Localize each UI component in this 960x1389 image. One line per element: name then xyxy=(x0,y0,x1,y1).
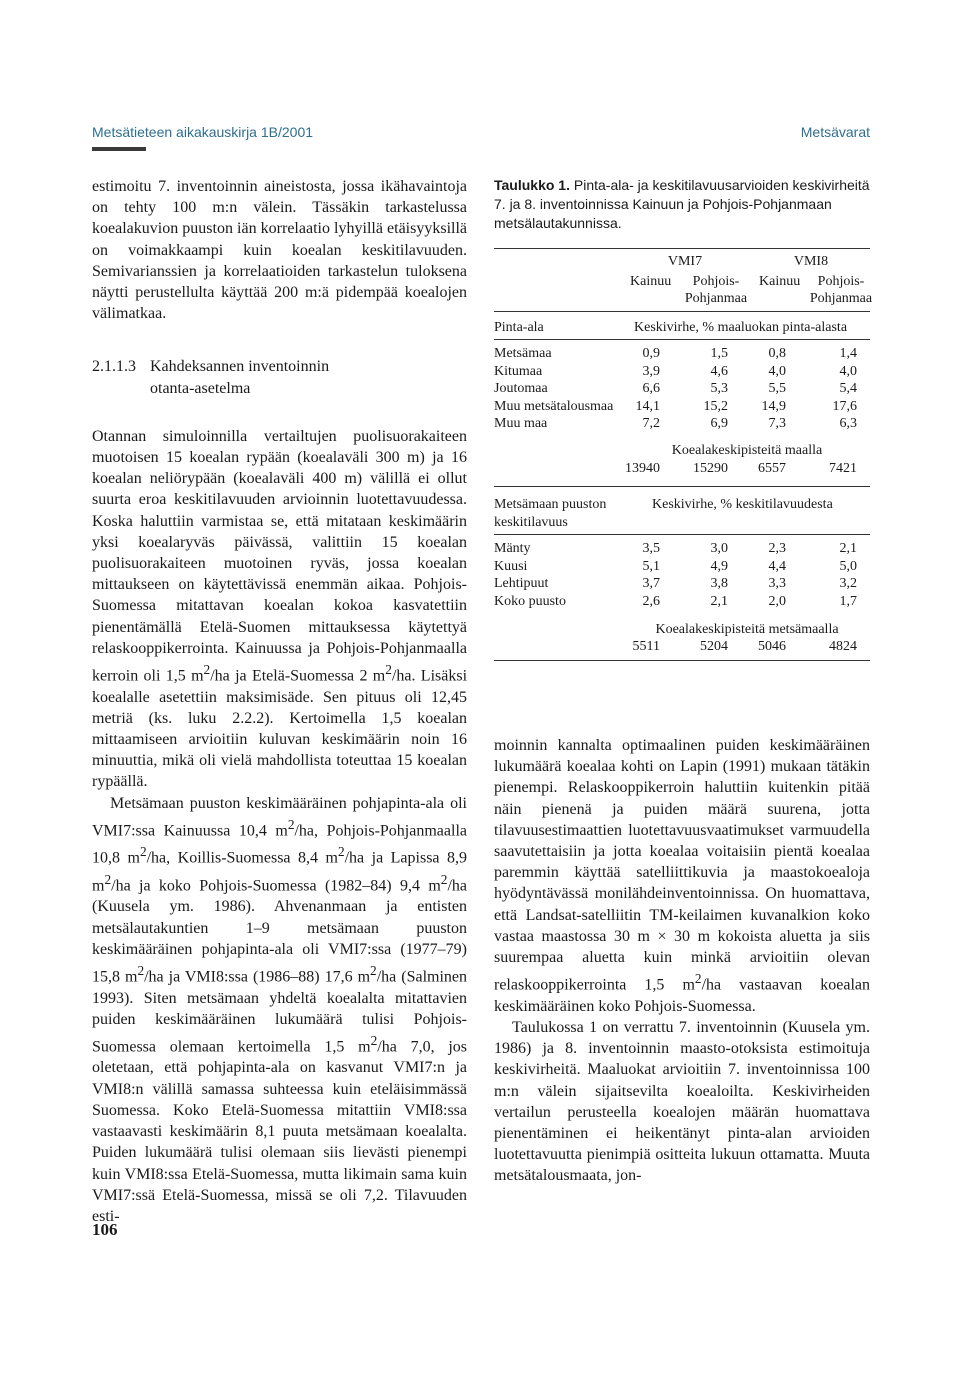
paragraph: Taulukossa 1 on verrattu 7. inventoinnin (Kuusela ym. 1986) ja 8. inventoinnin maasto-otoksista estimoituja keskivirheitä. Maaluokat arvioitiin 7. inventoinnissa 100 m:n välein sijaitsevilta koealoilta. Keskivirheiden vertailun perusteella koealojen määrän huomattava pienentäminen ei heikentänyt pinta-alan arvioiden luotettavuutta pienimpiä ositteita lukuun ottamatta. Muuta metsätalousmaata, jon- xyxy=(494,1018,870,1185)
subheader-volume: Keskivirhe, % keskitilavuudesta xyxy=(652,497,833,512)
row-label: Lehtipuut xyxy=(494,576,549,592)
table-cell: 5204 xyxy=(700,639,728,654)
row-header-volume-line2: keskitilavuus xyxy=(494,515,568,530)
left-text-column xyxy=(92,176,467,1227)
paragraph: Otannan simuloinnilla vertailtujen puolisuorakaiteen muotoisen 15 koealan rypään (koealaväli 300 m) ja 16 koealan neliörypään (koealaväli 400 m) välillä ei ollut suurta eroa keskitilavuuden arvioinnin luotettavuudessa. Koska haluttiin varmistaa se, että mitataan keskimäärin yksi koealaryväs päivässä, valittiin 15 koealan puolisuorakaiteen muotoinen ryväs, jossa koealan mittaukseen on käytettävissä enemmän aikaa. Pohjois-Suomessa mitattavan koealan kokoa kasvatettiin pienentämällä Etelä-Suomen mittauksessa käytettyä relaskooppikerrointa. Kainuussa ja Pohjois-Pohjanmaalla kerroin oli 1,5 $m^2/ha$ ja Etelä-Suomessa 2 $m^2/ha$. Lisäksi koealalle asetettiin maksimisäde. Sen pituus oli 12,45 metriä (ks. luku 2.2.2). Kertoimella 1,5 koealan mittaamiseen arvioitiin kuluvan keskimäärin noin 16 minuuttia, mikä oli vielä mahdollista toteuttaa 15 koealan rypäällä. xyxy=(92,427,468,791)
running-header-journal: Metsätieteen aikakauskirja 1B/2001 xyxy=(92,124,314,140)
table-cell: 3,9 xyxy=(642,363,660,379)
table-cell: 2,1 xyxy=(710,594,728,610)
row-label: Joutomaa xyxy=(494,381,548,396)
subheader-area: Keskivirhe, % maaluokan pinta-alasta xyxy=(634,320,848,335)
table-cell: 1,5 xyxy=(710,346,728,361)
col-header-pohjanmaa: Pohjanmaa xyxy=(809,291,873,306)
paragraph: Metsämaan puuston keskimääräinen pohjapinta-ala oli VMI7:ssa Kainuussa 10,4 $m^2/ha$, Pohjois-Pohjanmaalla 10,8 $m^2/ha$, Koillis-Suomessa 8,4 $m^2/ha$ ja Lapissa 8,9 $m^2/ha$ ja koko Pohjois-Suomessa (1982–84) 9,4 $m^2/ha$ (Kuusela ym. 1986). Ahvenanmaan ja entisten metsälautakuntien 1–9 metsämaan puuston keskimääräinen pohjapinta-ala oli VMI7:ssa (1977–79) 15,8 $m^2/ha$ ja VMI8:ssa (1986–88) 17,6 $m^2/ha$ (Salminen 1993). Siten metsämaan yhdeltä koealalta mitattavien puiden keskimääräinen lukumäärä tulisi Pohjois-Suomessa olemaan kertoimella 1,5 $m^2/ha$ 7,0, jos oletetaan, että pohjapinta-ala on kasvanut VMI7:n ja VMI8:n välillä samassa suhteessa kuin eteläisimmässä Suomessa. Koko Etelä-Suomessa mitattiin VMI8:ssa vastaavasti keskimäärin 8,1 puuta metsämaan koealalta. Puiden lukumäärä tulisi olemaan siis lievästi pienempi kuin VMI8:ssa Etelä-Suomessa, mutta likimain sama kuin VMI7:ssä Etelä-Suomessa, missä se oli 7,2. Tilavuuden esti- xyxy=(92,794,468,1225)
paragraph: moinnin kannalta optimaalinen puiden keskimääräinen lukumäärä koealaa kohti on Lapin (1991) mukaan tätäkin pienempi. Relaskooppikerroin haluttiin kuitenkin pitää näin pienenä ja puiden määrä suurena, jotta tilavuusestimaattien luotettavuusvaatimukset varmuudella saavutettaisiin ja jotta koealaa voitaisiin pientä koealaa paremmin käyttää satelliittikuvia ja maastokoealoja hyödyntävässä monilähdeinventoinnissa. On huomattava, että Landsat-satelliitin TM-keilaimen kuvanalkion koko vastaa maastossa 30 m × 30 m kokoista aluetta ja siis suurempaa aluetta kuin minkä arvioitiin olevan relaskooppikerrointa 1,5 $m^2/ha$ vastaavan koealan keskimääräinen koko Pohjois-Suomessa. xyxy=(494,737,871,1015)
table-cell: 4,6 xyxy=(710,363,728,379)
table-cell: 3,2 xyxy=(839,576,857,592)
table-cell: 7421 xyxy=(829,461,857,476)
row-header-area: Pinta-ala xyxy=(494,320,544,335)
table-cell: 3,7 xyxy=(642,576,660,592)
table-cell: 1,4 xyxy=(839,346,857,361)
table-rule-bottom xyxy=(494,660,870,661)
group-header-vmi8: VMI8 xyxy=(793,254,829,269)
table-cell: 5,5 xyxy=(768,381,786,396)
row-label: Mänty xyxy=(494,541,531,556)
row-label: Kitumaa xyxy=(494,363,543,379)
col-header-pohjanmaa: Pohjanmaa xyxy=(684,291,748,306)
table-cell: 5046 xyxy=(758,639,786,654)
table-cell: 0,9 xyxy=(642,346,660,361)
table-cell: 3,3 xyxy=(768,576,786,592)
col-header-pohjois: Pohjois- xyxy=(692,274,740,289)
table-cell: 6,9 xyxy=(710,416,728,431)
table-cell: 17,6 xyxy=(832,398,857,414)
table-cell: 3,0 xyxy=(710,541,728,556)
table-caption: Taulukko 1. Pinta-ala- ja keskitilavuusarvioiden keskivirheitä 7. ja 8. inventoinnissa Kainuun ja Pohjois-Pohjanmaan metsälautakunnissa. xyxy=(494,177,870,231)
table-cell: 4,9 xyxy=(710,558,728,574)
running-header-section: Metsävarat xyxy=(800,124,870,140)
table-cell: 0,8 xyxy=(768,346,786,361)
row-header-volume: Metsämaan puuston xyxy=(494,497,607,512)
plot-center-land-label: Koealakeskipisteitä maalla xyxy=(671,443,823,458)
table-cell: 6,6 xyxy=(642,381,660,396)
table-cell: 15290 xyxy=(693,461,728,476)
table-cell: 4,4 xyxy=(768,558,786,574)
table-cell: 7,3 xyxy=(768,416,786,431)
paragraph: estimoitu 7. inventoinnin aineistosta, jossa ikähavaintoja on tehty 100 m:n välein. Tässäkin tarkastelussa koealakuvion puuston iän korrelaatio lyhyillä etäisyyksillä on voimakkaampi kuin koealan keskitilavuuden. Semivarianssien ja korrelaatioiden tarkastelun tuloksena näytti perustellulta käyttää 200 m:ä pidempää koealojen välimatkaa. xyxy=(92,178,467,323)
section-title-line1: Kahdeksannen inventoinnin xyxy=(150,358,330,376)
table-rule-top xyxy=(494,248,870,249)
right-text-column xyxy=(494,735,870,1187)
table-cell: 2,6 xyxy=(642,594,660,610)
row-label: Kuusi xyxy=(494,558,528,574)
table-cell: 5,4 xyxy=(839,381,857,396)
table-cell: 5,1 xyxy=(642,558,660,574)
table-rule xyxy=(494,311,870,312)
section-number: 2.1.1.3 xyxy=(92,358,136,376)
table-cell: 3,5 xyxy=(642,541,660,556)
header-rule xyxy=(92,147,146,151)
table-cell: 5,3 xyxy=(710,381,728,396)
row-label: Muu metsätalousmaa xyxy=(494,398,614,414)
page-number: 106 xyxy=(92,1220,118,1239)
col-header-pohjois: Pohjois- xyxy=(817,274,865,289)
table-cell: 15,2 xyxy=(703,398,728,414)
table-cell: 4824 xyxy=(829,639,857,654)
plot-center-forest-label: Koealakeskipisteitä metsämaalla xyxy=(655,622,839,637)
table-cell: 7,2 xyxy=(642,416,660,431)
table-cell: 2,1 xyxy=(839,541,857,556)
row-label: Muu maa xyxy=(494,416,548,431)
table-cell: 3,8 xyxy=(710,576,728,592)
col-header-kainuu: Kainuu xyxy=(630,274,672,289)
section-title-line2: otanta-asetelma xyxy=(150,379,251,397)
row-label: Metsämaa xyxy=(494,346,552,361)
table-cell: 14,9 xyxy=(761,398,786,414)
table-rule xyxy=(494,486,870,487)
table-rule xyxy=(494,339,870,340)
table-cell: 6557 xyxy=(758,461,786,476)
table-cell: 5511 xyxy=(632,639,660,654)
section-heading xyxy=(92,356,467,398)
table-cell: 2,0 xyxy=(768,594,786,610)
group-header-vmi7: VMI7 xyxy=(667,254,703,269)
table-cell: 4,0 xyxy=(768,363,786,379)
table-cell: 4,0 xyxy=(839,363,857,379)
table-cell: 14,1 xyxy=(635,398,660,414)
table-cell: 1,7 xyxy=(839,594,857,610)
col-header-kainuu: Kainuu xyxy=(759,274,801,289)
table-cell: 6,3 xyxy=(839,416,857,431)
table-cell: 13940 xyxy=(625,461,660,476)
table-cell: 2,3 xyxy=(768,541,786,556)
table-rule xyxy=(494,534,870,535)
table-cell: 5,0 xyxy=(839,558,857,574)
row-label: Koko puusto xyxy=(494,594,566,610)
